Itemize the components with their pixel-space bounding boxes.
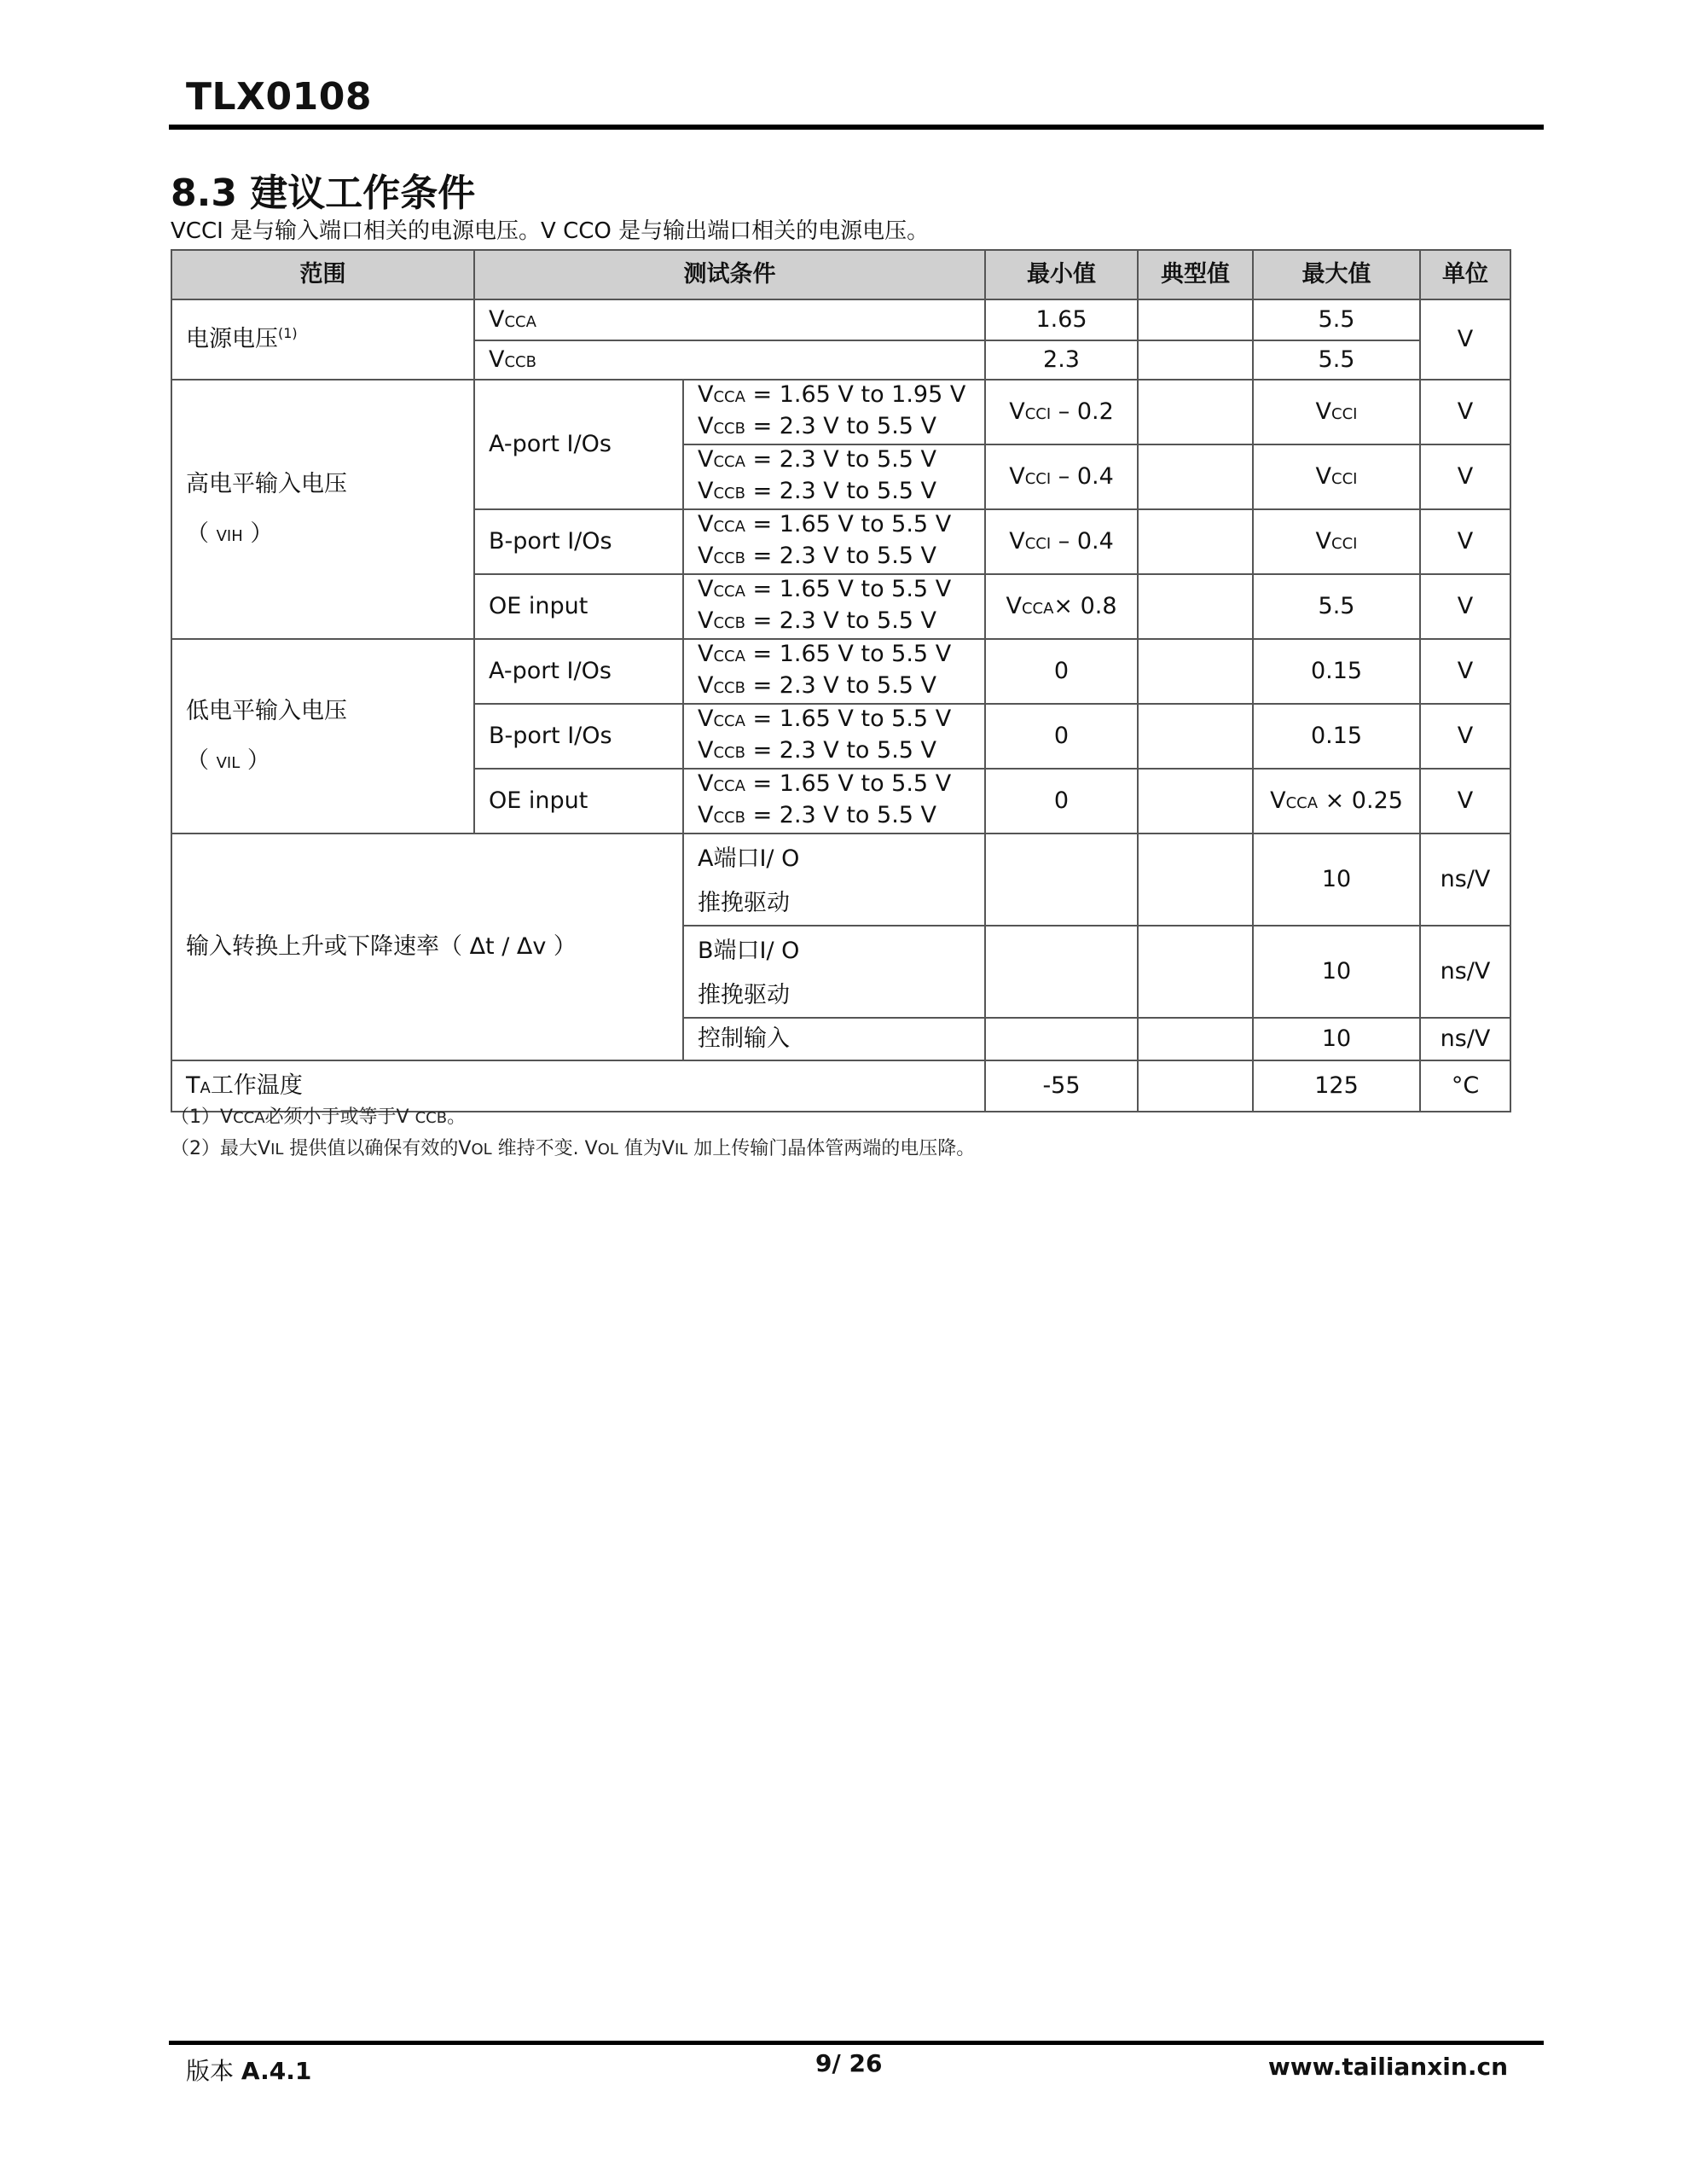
min-value: VCCA× 0.8	[985, 574, 1138, 639]
min-value: 2.3	[985, 340, 1138, 380]
condition-cell: B端口I/ O 推挽驱动	[683, 926, 985, 1018]
table-row	[171, 380, 1510, 444]
min-value: VCCI – 0.4	[985, 444, 1138, 509]
port-label: A-port I/Os	[474, 380, 683, 509]
max-value: 0.15	[1253, 639, 1420, 704]
min-value: 1.65	[985, 299, 1138, 340]
port-label: A-port I/Os	[474, 639, 683, 704]
table-row	[171, 299, 1510, 340]
unit-value: V	[1420, 299, 1510, 380]
header-rule	[169, 125, 1544, 130]
section-intro: VCCI 是与输入端口相关的电源电压。V CCO 是与输出端口相关的电源电压。	[171, 218, 930, 244]
unit-value: V	[1420, 769, 1510, 834]
max-value: 0.15	[1253, 704, 1420, 769]
slew-label-cell: 输入转换上升或下降速率（ Δt / Δv ）	[171, 834, 683, 1060]
condition-cell: 控制输入	[683, 1018, 985, 1060]
footnote-1: （1）VCCA必须小于或等于V CCB。	[171, 1107, 467, 1128]
min-value: -55	[985, 1060, 1138, 1112]
max-value: VCCI	[1253, 444, 1420, 509]
unit-value: °C	[1420, 1060, 1510, 1112]
unit-value: V	[1420, 704, 1510, 769]
footer-version: 版本 A.4.1	[186, 2057, 312, 2085]
header-min: 最小值	[985, 250, 1138, 299]
max-value: VCCA × 0.25	[1253, 769, 1420, 834]
max-value: 10	[1253, 1018, 1420, 1060]
min-value: 0	[985, 639, 1138, 704]
port-label: OE input	[474, 574, 683, 639]
vih-label-cell: 高电平输入电压 （ VIH ）	[171, 380, 474, 639]
unit-value: V	[1420, 380, 1510, 444]
condition-cell: VCCA = 1.65 V to 5.5 V VCCB = 2.3 V to 5.5 V	[683, 769, 985, 834]
condition-cell: VCCA = 1.65 V to 5.5 V VCCB = 2.3 V to 5.5 V	[683, 509, 985, 574]
max-value: VCCI	[1253, 380, 1420, 444]
min-value: 0	[985, 704, 1138, 769]
table-row	[171, 639, 1510, 704]
unit-value: ns/V	[1420, 1018, 1510, 1060]
header-conditions: 测试条件	[474, 250, 985, 299]
unit-value: V	[1420, 639, 1510, 704]
max-value: VCCI	[1253, 509, 1420, 574]
condition-cell: VCCA = 1.65 V to 5.5 V VCCB = 2.3 V to 5.5 V	[683, 574, 985, 639]
port-label: B-port I/Os	[474, 509, 683, 574]
page-number: 9/ 26	[815, 2049, 883, 2077]
port-label: B-port I/Os	[474, 704, 683, 769]
port-label: OE input	[474, 769, 683, 834]
footnote-2: （2）最大VIL 提供值以确保有效的VOL 维持不变. VOL 值为VIL 加上传输门晶体管两端的电压降。	[171, 1138, 976, 1159]
max-value: 5.5	[1253, 574, 1420, 639]
max-value: 10	[1253, 834, 1420, 926]
min-value: 0	[985, 769, 1138, 834]
header-typ: 典型值	[1138, 250, 1253, 299]
supply-label-cell: 电源电压$^{(1)}$	[171, 299, 474, 380]
min-value: VCCI – 0.4	[985, 509, 1138, 574]
table-footnotes	[171, 1102, 975, 1165]
condition-cell: VCCA = 1.65 V to 5.5 V VCCB = 2.3 V to 5.5 V	[683, 704, 985, 769]
condition-cell: VCCA = 1.65 V to 1.95 V VCCB = 2.3 V to 5.5 V	[683, 380, 985, 444]
condition-cell: VCCA = 2.3 V to 5.5 V VCCB = 2.3 V to 5.5 V	[683, 444, 985, 509]
header-range: 范围	[171, 250, 474, 299]
unit-value: V	[1420, 574, 1510, 639]
max-value: 5.5	[1253, 340, 1420, 380]
header-unit: 单位	[1420, 250, 1510, 299]
vcca-cell: VCCA	[474, 299, 985, 340]
section-title: 8.3 建议工作条件	[171, 171, 476, 215]
unit-value: V	[1420, 509, 1510, 574]
document-title: TLX0108	[186, 75, 372, 119]
max-value: 5.5	[1253, 299, 1420, 340]
condition-cell: A端口I/ O 推挽驱动	[683, 834, 985, 926]
unit-value: V	[1420, 444, 1510, 509]
website-link[interactable]: www.tailianxin.cn	[1267, 2053, 1508, 2081]
recommended-conditions-table	[171, 249, 1511, 1112]
condition-cell: VCCA = 1.65 V to 5.5 V VCCB = 2.3 V to 5.5 V	[683, 639, 985, 704]
max-value: 10	[1253, 926, 1420, 1018]
vccb-cell: VCCB	[474, 340, 985, 380]
min-value: VCCI – 0.2	[985, 380, 1138, 444]
unit-value: ns/V	[1420, 926, 1510, 1018]
header-max: 最大值	[1253, 250, 1420, 299]
unit-value: ns/V	[1420, 834, 1510, 926]
ta-label-cell: TA工作温度	[171, 1060, 985, 1112]
footer-rule	[169, 2041, 1544, 2045]
max-value: 125	[1253, 1060, 1420, 1112]
table-header-row	[171, 250, 1510, 299]
table-row	[171, 834, 1510, 926]
vil-label-cell: 低电平输入电压 （ VIL ）	[171, 639, 474, 834]
